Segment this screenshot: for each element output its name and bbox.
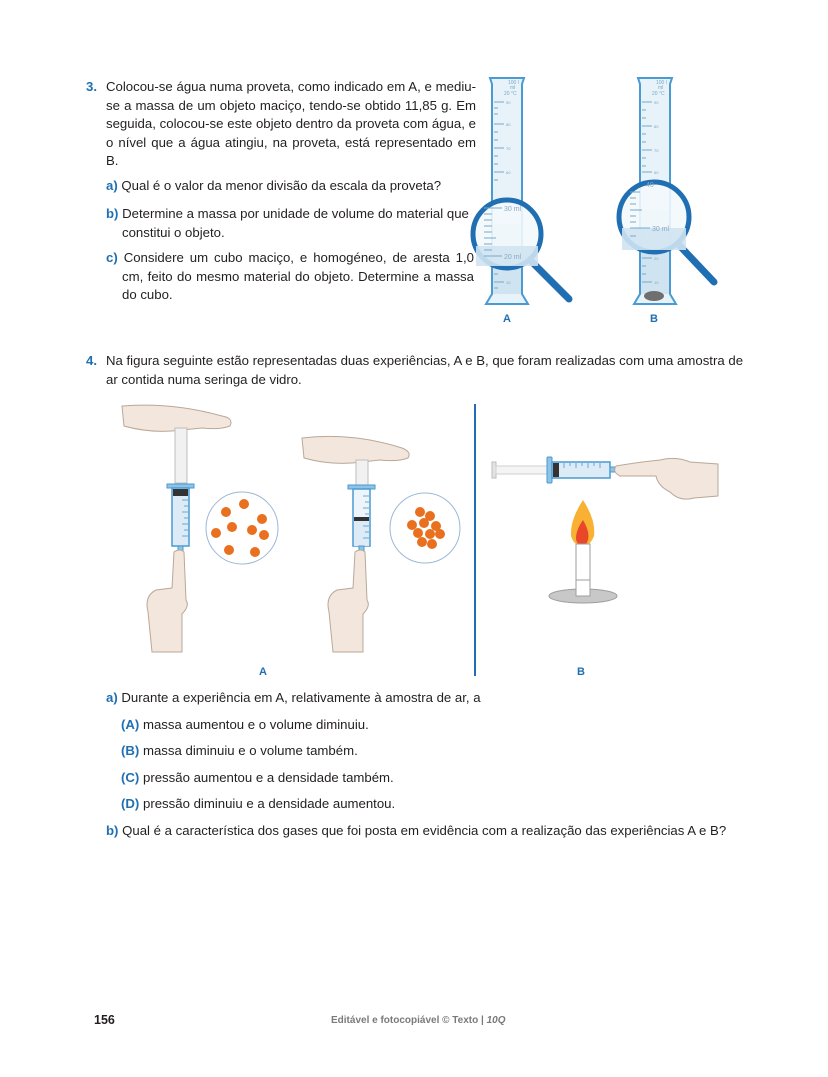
q4-number xyxy=(86,352,97,371)
option-text: pressão diminuiu e a densidade aumentou. xyxy=(142,796,396,811)
item-label: c) xyxy=(106,250,118,265)
particle xyxy=(413,528,423,538)
option-label: (A) xyxy=(121,717,140,732)
q4-option-c xyxy=(121,769,394,788)
q4-option-a xyxy=(121,716,369,735)
mag-label-top: 30 ml xyxy=(504,206,522,213)
candle-icon xyxy=(549,544,617,603)
hand-pressing-icon xyxy=(122,405,231,431)
experiment-label-b: B xyxy=(577,666,585,678)
syringe-left xyxy=(167,428,194,552)
solid-object xyxy=(644,291,664,301)
particle xyxy=(224,545,234,555)
mag-label-bottom: 30 ml xyxy=(652,226,670,233)
experiment-a-figure xyxy=(112,400,472,662)
q3-number xyxy=(86,78,97,97)
particle xyxy=(427,539,437,549)
graduated-cylinder-a-figure xyxy=(466,74,581,314)
cylinder-unit: ml xyxy=(510,85,516,91)
particle xyxy=(247,525,257,535)
figure-label-a: A xyxy=(503,313,511,325)
figure-divider xyxy=(474,404,476,676)
pointing-hand-icon xyxy=(615,458,718,499)
item-label: a) xyxy=(106,690,118,705)
q4-option-b xyxy=(121,742,358,761)
q3-item-b xyxy=(106,205,482,242)
particle xyxy=(227,522,237,532)
option-text: massa diminuiu e o volume também. xyxy=(142,743,358,758)
scale-mark: 60 xyxy=(654,170,659,175)
finger-blocking-icon xyxy=(328,550,368,652)
scale-mark: 80 xyxy=(654,124,659,129)
cylinder-temperature: 20 °C xyxy=(504,91,517,97)
option-label: (D) xyxy=(121,796,140,811)
particles-spread-circle xyxy=(206,492,278,564)
particle xyxy=(415,507,425,517)
cylinder-unit: ml xyxy=(658,85,664,91)
footer-credit-code: 10Q xyxy=(486,1015,506,1026)
footer-credit-text: Editável e fotocopiável © Texto | xyxy=(331,1015,487,1026)
option-text: massa aumentou e o volume diminuiu. xyxy=(142,717,369,732)
cylinder-capacity: 100 l xyxy=(656,80,667,86)
finger-blocking-icon xyxy=(147,550,187,652)
q3-item-a xyxy=(106,177,476,196)
option-label: (C) xyxy=(121,770,140,785)
graduated-cylinder-b-figure xyxy=(606,74,726,314)
cylinder-temperature: 20 °C xyxy=(652,91,665,97)
particle xyxy=(211,528,221,538)
item-text: Determine a massa por unidade de volume do material que constitui o objeto. xyxy=(122,206,469,240)
item-text: Considere um cubo maciço, e homogéneo, de aresta 1,0 cm, feito do mesmo material do objeto. Determine a massa do cubo. xyxy=(122,250,474,302)
hand-pressing-icon xyxy=(302,436,409,463)
mag-label-bottom: 20 ml xyxy=(504,254,522,261)
scale-mark: 60 xyxy=(506,170,511,175)
item-label: b) xyxy=(106,206,119,221)
mag-label-top: 40 xyxy=(646,182,654,189)
scale-mark: 90 xyxy=(654,100,659,105)
syringe-horizontal xyxy=(492,457,616,483)
item-label: a) xyxy=(106,178,118,193)
page-number: 156 xyxy=(94,1013,115,1027)
item-text: Durante a experiência em A, relativamente à amostra de ar, a xyxy=(121,690,481,705)
item-label: b) xyxy=(106,823,119,838)
particle xyxy=(239,499,249,509)
figure-label-b: B xyxy=(650,313,658,325)
experiment-b-figure xyxy=(490,440,722,610)
scale-mark: 10 xyxy=(506,280,511,285)
particle xyxy=(417,537,427,547)
scale-mark: 10 xyxy=(654,280,659,285)
syringe-right xyxy=(348,460,375,552)
scale-mark: 90 xyxy=(506,100,511,105)
option-label: (B) xyxy=(121,743,140,758)
cylinder-capacity: 100 l xyxy=(508,80,519,86)
particle xyxy=(425,529,435,539)
q4-option-d xyxy=(121,795,395,814)
scale-mark: 20 xyxy=(654,256,659,261)
particle xyxy=(250,547,260,557)
candle-flame-icon xyxy=(571,500,594,546)
q4-intro: Na figura seguinte estão representadas duas experiências, A e B, que foram realizadas com uma amostra de ar contida numa seringa de vidro. xyxy=(106,353,744,387)
particle xyxy=(419,518,429,528)
scale-mark: 70 xyxy=(506,146,511,151)
particle xyxy=(407,520,417,530)
question-number: 3. xyxy=(86,79,97,94)
scale-mark: 80 xyxy=(506,122,511,127)
option-text: pressão aumentou e a densidade também. xyxy=(142,770,394,785)
q4-item-b xyxy=(106,822,752,841)
particle xyxy=(257,514,267,524)
particle xyxy=(221,507,231,517)
item-text: Qual é o valor da menor divisão da escala da proveta? xyxy=(121,178,442,193)
scale-mark: 70 xyxy=(654,148,659,153)
particles-compressed-circle xyxy=(390,493,460,563)
q3-item-c xyxy=(106,249,474,305)
particle xyxy=(435,529,445,539)
item-text: Qual é a característica dos gases que foi posta em evidência com a realização das experiências A e B? xyxy=(122,823,727,838)
q3-intro: Colocou-se água numa proveta, como indicado em A, e mediu-se a massa de um objeto maciço, tendo-se obtido 11,85 g. Em seguida, colocou-se este objeto dentro da proveta com água, e o nível que a água atingiu, na proveta, está representado em B. xyxy=(106,79,476,168)
particle xyxy=(259,530,269,540)
question-number: 4. xyxy=(86,353,97,368)
experiment-label-a: A xyxy=(259,666,267,678)
q4-item-a xyxy=(106,689,756,708)
footer-credit xyxy=(331,1015,505,1026)
